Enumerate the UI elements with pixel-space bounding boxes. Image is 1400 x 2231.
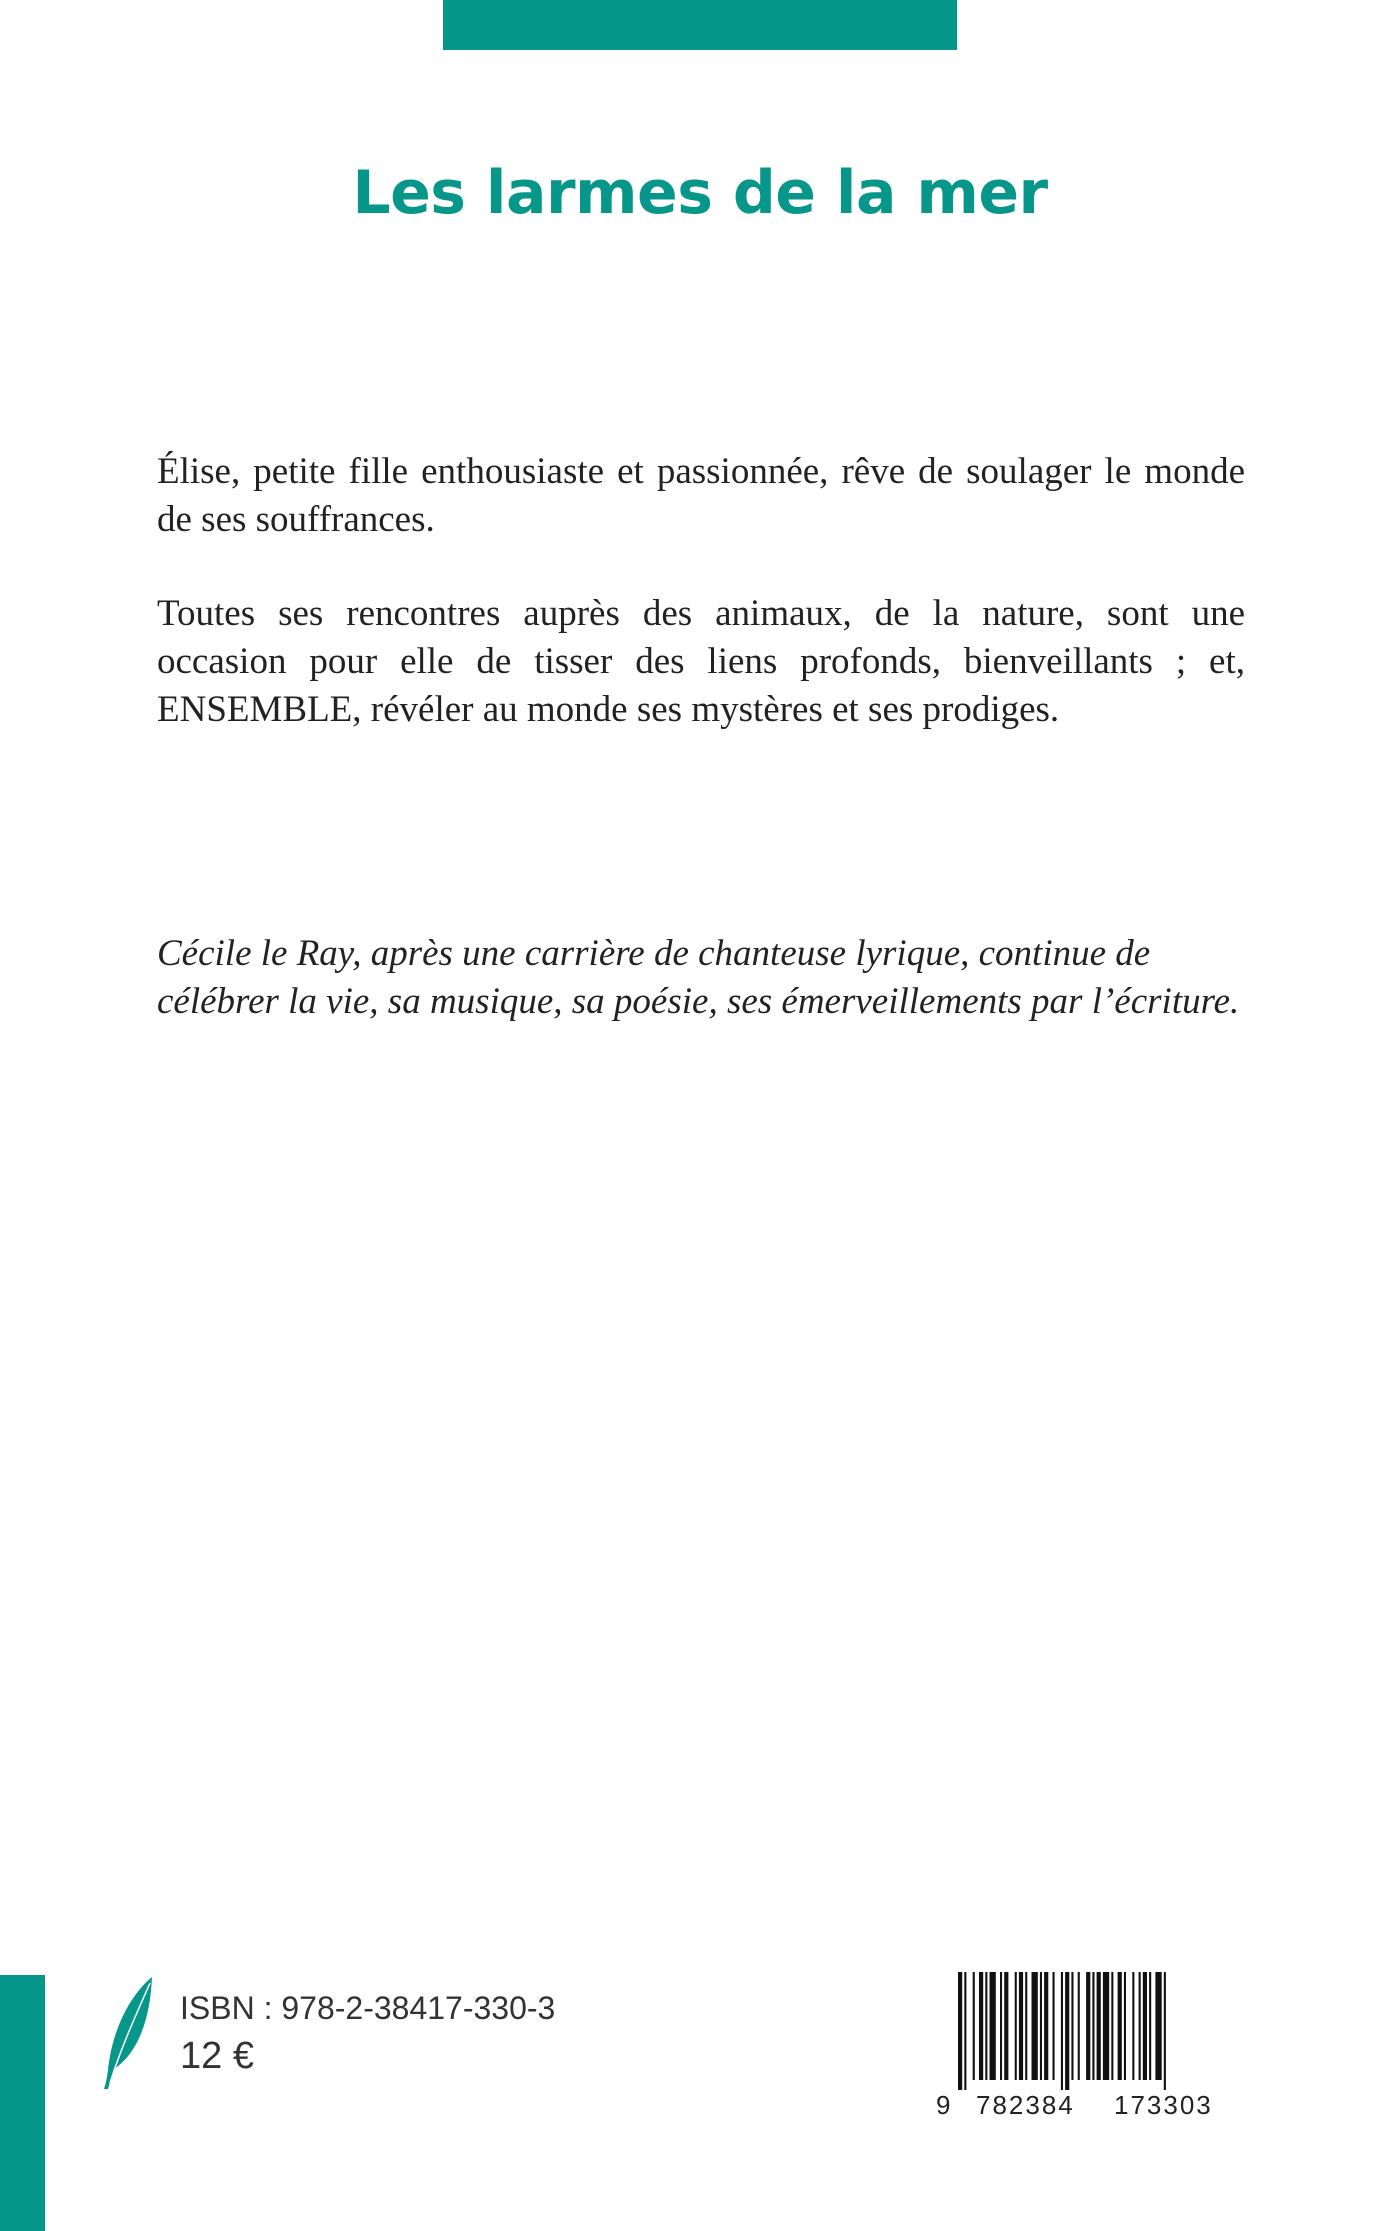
barcode-bar: [964, 1972, 966, 2090]
barcode-bar: [973, 1972, 975, 2080]
price-text: 12 €: [180, 2035, 254, 2077]
barcode-bar: [1078, 1972, 1080, 2080]
barcode-bar: [1155, 1972, 1161, 2080]
feather-icon: [100, 1975, 160, 2090]
barcode-bar: [1149, 1972, 1151, 2080]
barcode: [936, 1972, 1246, 2090]
barcode-digits-left: 782384: [976, 2090, 1075, 2120]
barcode-bar: [1092, 1972, 1094, 2080]
barcode-bar: [958, 1972, 962, 2090]
barcode-bar: [1097, 1972, 1101, 2080]
barcode-bar: [1139, 1972, 1141, 2080]
barcode-bar: [1132, 1972, 1134, 2080]
barcode-bar: [1004, 1972, 1008, 2080]
author-bio: Cécile le Ray, après une carrière de chanteuse lyrique, continue de célébrer la vie, sa musique, sa poésie, ses émerveillements par l’écriture.: [157, 933, 1240, 1022]
barcode-bar: [1015, 1972, 1017, 2080]
barcode-bar: [1086, 1972, 1090, 2080]
barcode-bar: [1032, 1972, 1038, 2080]
barcode-bar: [1053, 1972, 1055, 2080]
blurb-paragraph-2: Toutes ses rencontres auprès des animaux, de la nature, sont une occasion pour elle de tisser des liens profonds, bienveillants ; et, ENSEMBLE, révéler au monde ses mystères et ses prodiges.: [157, 593, 1245, 730]
barcode-bar: [1040, 1972, 1042, 2080]
barcode-bar: [1044, 1972, 1048, 2080]
barcode-bar: [1019, 1972, 1023, 2080]
barcode-bar: [990, 1972, 996, 2080]
top-accent-bar: [443, 0, 957, 50]
barcode-bar: [1025, 1972, 1027, 2080]
barcode-bar: [1143, 1972, 1147, 2080]
barcode-bar: [1000, 1972, 1002, 2080]
side-accent-bar: [0, 1975, 45, 2231]
barcode-bar: [1103, 1972, 1109, 2080]
barcode-bar: [1071, 1972, 1073, 2080]
barcode-bar: [1065, 1972, 1069, 2090]
isbn-text: ISBN : 978-2-38417-330-3: [180, 1990, 556, 2026]
barcode-digits-right: 173303: [1114, 2090, 1213, 2120]
barcode-bar: [979, 1972, 983, 2080]
barcode-bar: [985, 1972, 987, 2080]
barcode-bar: [1111, 1972, 1113, 2080]
barcode-digit-first: 9: [936, 2090, 951, 2120]
barcode-bar: [1061, 1972, 1063, 2090]
blurb-paragraph-1: Élise, petite fille enthousiaste et passionnée, rêve de soulager le monde de ses souffrances.: [157, 451, 1245, 540]
barcode-bar: [1118, 1972, 1122, 2080]
book-title: Les larmes de la mer: [352, 158, 1048, 228]
barcode-bar: [1164, 1972, 1166, 2090]
barcode-bar: [1124, 1972, 1126, 2080]
